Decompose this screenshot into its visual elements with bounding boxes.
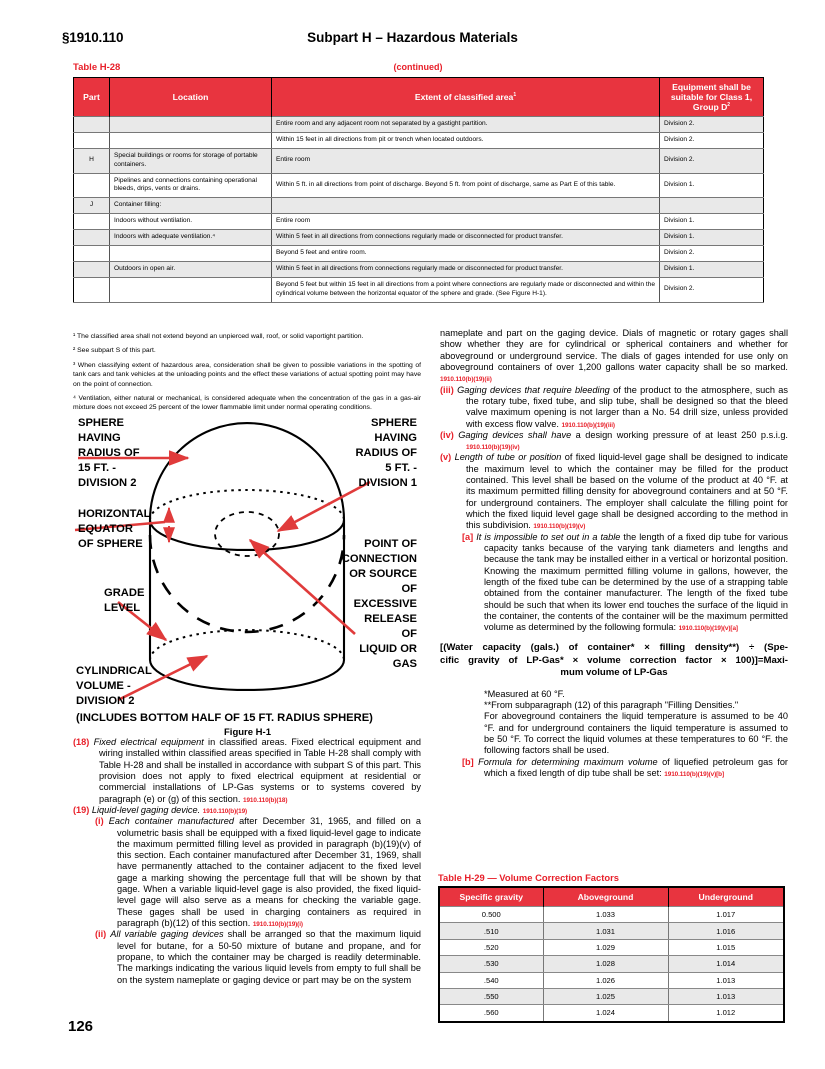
para-marker: [a]	[462, 531, 474, 542]
footnote-2: ² See subpart S of this part.	[73, 347, 156, 355]
cell-equipment: Division 1.	[660, 214, 764, 230]
footnote-1: ¹ The classified area shall not extend beyond an unpierced wall, roof, or solid vaportight partition.	[73, 333, 364, 340]
cell-equipment: Division 1.	[660, 261, 764, 277]
cell-extent: Within 5 ft. in all directions from point of discharge. Beyond 5 ft. from point of discharge, same as Part E of this table.	[272, 173, 660, 198]
fig-label-sphere-right-2: HAVING	[374, 432, 417, 444]
fig-label-sphere-left-3: RADIUS OF	[78, 447, 140, 459]
cell-specific-gravity: .510	[439, 923, 543, 939]
table-row	[439, 923, 784, 939]
cell-aboveground: 1.028	[543, 956, 668, 972]
para-19-v-b	[440, 757, 788, 780]
table-h28	[73, 77, 764, 303]
cell-location	[110, 132, 272, 148]
cell-equipment: Division 2.	[660, 246, 764, 262]
table-row	[74, 261, 764, 277]
table-h28-header-row	[74, 78, 764, 117]
cell-underground: 1.017	[668, 907, 784, 923]
fig-label-cyl-1: CYLINDRICAL	[76, 665, 152, 677]
para-19-v-a	[440, 532, 788, 634]
cell-extent: Entire room	[272, 148, 660, 173]
cell-underground: 1.013	[668, 972, 784, 988]
cell-specific-gravity: 0.500	[439, 907, 543, 923]
left-column	[73, 737, 421, 986]
cell-aboveground: 1.025	[543, 988, 668, 1004]
fig-label-equator-2: EQUATOR	[78, 523, 133, 535]
cell-extent: Beyond 5 feet but within 15 feet in all directions from a point where connections are regularly made or disconnected and within the cylindrical volume between the horizontal equator of the sphere and grade. (See Figure H-1).	[272, 277, 660, 302]
cell-underground: 1.015	[668, 939, 784, 955]
footnote-3: ³ When classifying extent of hazardous area, consideration shall be given to possible variations in the spotting of tank cars and tank vehicles at the unloading points and the effect these variations of actual spotting point may have on the point of connection.	[73, 361, 421, 388]
col-part: Part	[74, 78, 110, 117]
para-18	[73, 737, 421, 805]
fig-label-sphere-right-3: RADIUS OF	[355, 447, 417, 459]
para-marker: (iii)	[440, 384, 454, 395]
cell-aboveground: 1.029	[543, 939, 668, 955]
fig-label-sphere-right-4: 5 FT. -	[385, 462, 417, 474]
para-continuation	[440, 328, 788, 385]
cell-part: J	[74, 198, 110, 214]
formula-note-3: For aboveground containers the liquid temperature is assumed to be 40 °F. and for underground containers the liquid temperature is assumed to be 50 °F. To correct the liquid volumes at these temperatures to 60 °F. the following factors shall be used.	[484, 711, 788, 756]
table-row	[439, 988, 784, 1004]
arrow-5ft	[278, 482, 370, 531]
cell-specific-gravity: .560	[439, 1005, 543, 1022]
cell-location	[110, 117, 272, 133]
page-title: Subpart H – Hazardous Materials	[307, 30, 518, 45]
cell-location: Special buildings or rooms for storage of portable containers.	[110, 148, 272, 173]
cell-specific-gravity: .540	[439, 972, 543, 988]
cell-extent	[272, 198, 660, 214]
para-italic-lead: Fixed electrical equipment	[93, 737, 204, 747]
fig-label-sphere-left-5: DIVISION 2	[78, 477, 137, 489]
para-italic-lead: Length of tube or position	[454, 452, 562, 463]
para-marker: (v)	[440, 452, 452, 463]
para-text: in classified areas. Fixed electrical equipment and wiring installed within classified areas specified in Table H-28 shall comply with Table H-28 and shall be installed in accordance with subpart S of this part. This provision does not apply to fixed electrical equipment at residential or commercial installations of LP-Gas systems or to systems covered by paragraph (e) or (g) of this section.	[99, 737, 422, 804]
para-ref: 1910.110(b)(19)(v)[a]	[678, 625, 738, 633]
para-19-iv	[440, 430, 788, 453]
figure-h1	[70, 412, 425, 727]
cell-part	[74, 261, 110, 277]
para-text: a design working pressure of at least 250 p.s.i.g.	[571, 429, 788, 440]
table-row	[439, 939, 784, 955]
cell-equipment: Division 2.	[660, 117, 764, 133]
para-marker: [b]	[462, 756, 474, 767]
cell-specific-gravity: .550	[439, 988, 543, 1004]
cell-location	[110, 277, 272, 302]
para-marker: (ii)	[95, 929, 107, 940]
table-row	[74, 198, 764, 214]
para-italic-lead: It is impossible to set out in a table	[476, 531, 621, 542]
para-marker: (19)	[73, 804, 90, 815]
para-italic-lead: Each container manufactured	[108, 816, 234, 827]
para-19-iii	[440, 385, 788, 430]
para-19-v	[440, 452, 788, 531]
para-italic-lead: Gaging devices that require bleeding	[457, 384, 610, 395]
para-italic-lead: Formula for determining maximum volume	[478, 756, 658, 767]
table-row	[439, 907, 784, 923]
para-ref: 1910.110(b)(19)(iv)	[466, 444, 520, 452]
para-italic-lead: All variable gaging devices	[110, 929, 224, 940]
col-extent: Extent of classified area$^1$	[272, 78, 660, 117]
table-row	[74, 132, 764, 148]
section-number: §1910.110	[62, 30, 124, 45]
arrow-cylindrical-volume	[118, 656, 207, 700]
para-italic-lead: Gaging devices shall have	[458, 429, 572, 440]
table-row	[74, 214, 764, 230]
para-ref: 1910.110(b)(19)(i)	[252, 921, 303, 928]
cell-aboveground: 1.024	[543, 1005, 668, 1022]
para-ref: 1910.110(b)(19)(v)	[533, 523, 586, 531]
fig-label-sphere-right-5: DIVISION 1	[358, 477, 417, 489]
para-ref: 1910.110(b)(19)(v)[b]	[664, 771, 724, 779]
cell-equipment: Division 2.	[660, 148, 764, 173]
table-h29-body	[439, 907, 784, 1022]
horizontal-equator-ellipse	[150, 490, 344, 520]
cell-part	[74, 246, 110, 262]
cell-part	[74, 214, 110, 230]
fig-label-sphere-left-1: SPHERE	[78, 417, 125, 429]
para-text: of the product to the atmosphere, such as the rotary tube, fixed tube, and slip tube, shall be designed so that the bleed valve maximum opening is not larger than a No. 54 drill size, unless provided with excess flow valve.	[466, 384, 788, 429]
formula-line-1: [(Water capacity (gals.) of container* × filling density**) ÷ (Spe-	[440, 642, 788, 654]
table-row	[74, 148, 764, 173]
para-ref: 1910.110(b)(19)(ii)	[440, 376, 492, 384]
cell-part: H	[74, 148, 110, 173]
para-italic-lead: Liquid-level gaging device.	[91, 804, 201, 815]
cell-extent: Beyond 5 feet and entire room.	[272, 246, 660, 262]
cell-equipment: Division 2.	[660, 277, 764, 302]
fig-label-equator-1: HORIZONTAL	[78, 508, 151, 520]
arrow-point-of-connection	[250, 540, 355, 634]
fig-label-poc-5: EXCESSIVE	[353, 598, 417, 610]
table-row	[439, 972, 784, 988]
para-19	[73, 805, 421, 816]
para-marker: (18)	[73, 737, 90, 747]
cell-part	[74, 117, 110, 133]
cell-location: Indoors without ventilation.	[110, 214, 272, 230]
running-head	[0, 30, 825, 50]
para-text: shall be arranged so that the maximum liquid level for butane, for a 50-50 mixture of butane and propane, and for propane, to which the container may be charged is readily determinable. The markings indicating the various liquid levels from empty to full shall be on the system nameplate or gaging device or part may be on the system	[117, 929, 421, 985]
para-ref: 1910.110(b)(18)	[243, 796, 288, 804]
table-h29-caption: Table H-29 — Volume Correction Factors	[438, 872, 619, 883]
table-h28-continued: (continued)	[393, 62, 443, 72]
para-ref: 1910.110(b)(19)(iii)	[561, 421, 615, 429]
fig-label-grade-1: GRADE	[104, 587, 145, 599]
fig-label-poc-7: OF	[401, 628, 417, 640]
cell-specific-gravity: .530	[439, 956, 543, 972]
table-h28-body	[74, 117, 764, 303]
table-row	[439, 956, 784, 972]
page-number: 126	[68, 1018, 94, 1035]
fig-label-cyl-3: DIVISION 2	[76, 695, 135, 707]
cell-aboveground: 1.033	[543, 907, 668, 923]
para-19-i	[73, 816, 421, 929]
cell-part	[74, 132, 110, 148]
cell-location: Container filling:	[110, 198, 272, 214]
cell-part	[74, 230, 110, 246]
fig-label-poc-9: GAS	[392, 658, 417, 670]
fig-label-poc-4: OF	[401, 583, 417, 595]
cell-equipment: Division 1.	[660, 173, 764, 198]
cell-underground: 1.012	[668, 1005, 784, 1022]
para-text: of liquefied petroleum gas for which a fixed length of dip tube shall be set:	[484, 756, 788, 779]
cell-equipment	[660, 198, 764, 214]
grade-level-ellipse	[150, 630, 344, 660]
table-footnotes	[73, 332, 421, 418]
table-h29	[438, 886, 785, 1023]
fig-label-poc-3: OR SOURCE	[349, 568, 417, 580]
fig-label-equator-3: OF SPHERE	[78, 538, 143, 550]
table-row	[74, 117, 764, 133]
formula-line-3: mum volume of LP-Gas	[560, 667, 668, 679]
fig-label-sphere-left-2: HAVING	[78, 432, 121, 444]
fig-label-bottom-note: (INCLUDES BOTTOM HALF OF 15 FT. RADIUS SPHERE)	[76, 712, 373, 724]
fig-label-grade-2: LEVEL	[104, 602, 141, 614]
col-location: Location	[110, 78, 272, 117]
cell-aboveground: 1.031	[543, 923, 668, 939]
fig-label-sphere-left-4: 15 FT. -	[78, 462, 116, 474]
cell-extent: Within 5 feet in all directions from connections regularly made or disconnected for product transfer.	[272, 230, 660, 246]
formula-line-2: cific gravity of LP-Gas* × volume correction factor × 100)]=Maxi-	[440, 654, 788, 666]
fig-label-cyl-2: VOLUME -	[76, 680, 131, 692]
formula-block	[440, 642, 788, 679]
fig-label-poc-8: LIQUID OR	[359, 643, 417, 655]
cell-aboveground: 1.026	[543, 972, 668, 988]
cell-underground: 1.013	[668, 988, 784, 1004]
formula-note-1: *Measured at 60 °F.	[484, 688, 565, 699]
fig-label-poc-2: CONNECTION	[341, 553, 417, 565]
col-underground: Underground	[668, 887, 784, 907]
right-column	[440, 328, 788, 779]
col-equipment: Equipment shall be suitable for Class 1, Group $D^2$	[660, 78, 764, 117]
cell-specific-gravity: .520	[439, 939, 543, 955]
cell-part	[74, 173, 110, 198]
table-row	[439, 1005, 784, 1022]
para-text: after December 31, 1965, and filled on a volumetric basis shall be equipped with a fixed liquid-level gage to indicate the maximum permitted filling level as provided in paragraph (b)(19)(v) of this section. Each container manufactured after December 31, 1969, shall have permanently attached to the container adjacent to the fixed level gage a marking showing the percentage full that will be shown by that gage. When a variable liquid-level gage is also provided, the fixed liquid- level gage will also serve as a means for checking the variable gage. These gages shall be used in charging containers as required in paragraph (b)(12) of this section.	[117, 816, 421, 928]
figure-h1-drawing	[70, 412, 425, 727]
fig-label-poc-6: RELEASE	[364, 613, 417, 625]
table-h29-header-row	[439, 887, 784, 907]
formula-note-2: **From subparagraph (12) of this paragraph "Filling Densities."	[484, 700, 739, 711]
cell-location: Indoors with adequate ventilation.⁴	[110, 230, 272, 246]
cell-location: Pipelines and connections containing operational bleeds, drips, vents or drains.	[110, 173, 272, 198]
table-h28-caption	[73, 62, 763, 75]
table-h28-label: Table H-28	[73, 62, 121, 73]
para-marker: (i)	[95, 816, 104, 827]
figure-caption: Figure H-1	[224, 727, 271, 738]
cell-equipment: Division 1.	[660, 230, 764, 246]
table-row	[74, 230, 764, 246]
table-row	[74, 246, 764, 262]
para-text: of fixed liquid-level gage shall be designed to indicate the maximum level to which the container may be filled for the product contained. This level shall be based on the volume of the product at 40 °F. at its maximum permitted filling density for aboveground containers and at 50 °F. for underground containers. The employer shall calculate the filling point for which the fixed liquid level gage shall be designed according to the method in this subdivision.	[466, 452, 788, 531]
para-text: nameplate and part on the gaging device. Dials of magnetic or rotary gages shall show whether they are for cylindrical or spherical containers and whether for aboveground or underground service. The dials of gages intended for use only on aboveground containers of over 1,200 gallons water capacity shall be so marked.	[440, 328, 788, 372]
fig-label-poc-1: POINT OF	[364, 538, 417, 550]
fig-label-sphere-right-1: SPHERE	[370, 417, 417, 429]
cell-extent: Entire room and any adjacent room not separated by a gastight partition.	[272, 117, 660, 133]
cell-location	[110, 246, 272, 262]
para-text: the length of a fixed dip tube for various capacity tanks because of the varying tank diameters and lengths and because the tank may be installed either in a vertical or horizontal position. Knowing the maximum permitted filling volume in gallons, however, the length of the fixed tube can be determined by the use of a strapping table obtained from the container manufacturer. The length of the fixed tube should be such that when its lower end touches the surface of the liquid in the container, the contents of the container will be the maximum permitted volume as determined by the following formula:	[484, 531, 788, 633]
table-row	[74, 173, 764, 198]
cell-equipment: Division 2.	[660, 132, 764, 148]
footnote-4: ⁴ Ventilation, either natural or mechanical, is considered adequate when the concentration of the gas in a gas-air mixture does not exceed 25 percent of the lower flammable limit under normal operating conditions.	[73, 394, 421, 412]
cell-extent: Entire room	[272, 214, 660, 230]
cell-underground: 1.016	[668, 923, 784, 939]
cell-part	[74, 277, 110, 302]
cell-location: Outdoors in open air.	[110, 261, 272, 277]
para-marker: (iv)	[440, 429, 454, 440]
col-aboveground: Aboveground	[543, 887, 668, 907]
table-row	[74, 277, 764, 302]
para-19-ii	[73, 929, 421, 986]
col-specific-gravity: Specific gravity	[439, 887, 543, 907]
cell-extent: Within 5 feet in all directions from connections regularly made or disconnected for product transfer.	[272, 261, 660, 277]
cell-extent: Within 15 feet in all directions from pit or trench when located outdoors.	[272, 132, 660, 148]
para-ref: 1910.110(b)(19)	[202, 807, 248, 815]
cell-underground: 1.014	[668, 956, 784, 972]
